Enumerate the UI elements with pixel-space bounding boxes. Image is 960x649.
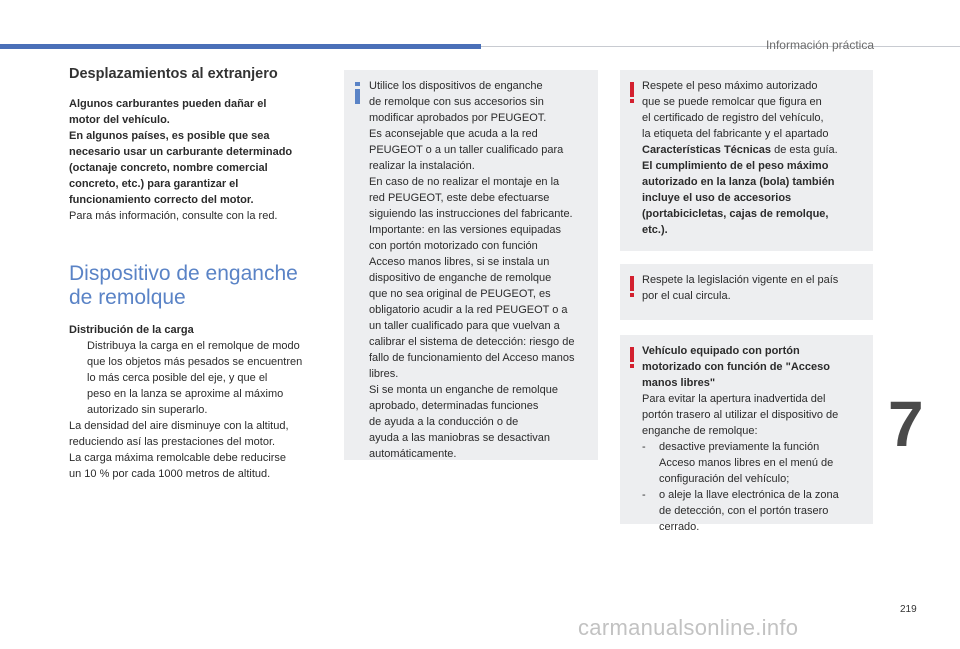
info-line: realizar la instalación.: [369, 160, 475, 172]
towbar-heading: [69, 262, 331, 310]
travel-bold-line: motor del vehículo.: [69, 114, 170, 126]
info-line: automáticamente.: [369, 448, 457, 460]
info-line: aprobado, determinadas funciones: [369, 400, 539, 412]
altitude-paragraph: [69, 418, 331, 482]
info-line: obligatorio acudir a la red PEUGEOT o a: [369, 304, 568, 316]
travel-bold-line: En algunos países, es posible que sea: [69, 130, 270, 142]
bullet-line: Distribuya la carga en el remolque de modo: [87, 340, 300, 352]
list-line: de detección, con el portón trasero: [659, 505, 829, 517]
warning-line: Para evitar la apertura inadvertida del: [642, 393, 826, 405]
warning-box-legislation: [620, 264, 873, 320]
warning-line: portón trasero al utilizar el dispositivo de: [642, 409, 839, 421]
warning-line: enganche de remolque:: [642, 425, 758, 437]
info-line: libres.: [369, 368, 399, 380]
warning-line: Respete la legislación vigente en el país: [642, 274, 839, 286]
warning-line: que se puede remolcar que figura en: [642, 96, 822, 108]
warning-line: de esta guía.: [771, 144, 838, 156]
info-line: de ayuda a la conducción o de: [369, 416, 519, 428]
towbar-heading-line2: de remolque: [69, 286, 186, 309]
list-line: desactive previamente la función: [659, 441, 820, 453]
list-item-text: [659, 487, 839, 535]
warning-bold-line: motorizado con función de "Acceso: [642, 361, 830, 373]
warning-bold-line: (portabicicletas, cajas de remolque,: [642, 208, 829, 220]
travel-heading: Desplazamientos al extranjero: [69, 66, 278, 82]
dash-bullet: -: [642, 489, 646, 501]
list-item: [642, 487, 866, 535]
info-box-text: [369, 78, 595, 462]
paragraph-line: La carga máxima remolcable debe reducirse: [69, 452, 287, 464]
warning-bold-line: manos libres": [642, 377, 716, 389]
warning-line: por el cual circula.: [642, 290, 731, 302]
list-item-text: [659, 439, 833, 487]
travel-bold-line: concreto, etc.) para garantizar el: [69, 178, 239, 190]
info-line: ayuda a las maniobras se desactivan: [369, 432, 550, 444]
list-line: configuración del vehículo;: [659, 473, 790, 485]
dash-bullet: -: [642, 441, 646, 453]
list-line: Acceso manos libres en el menú de: [659, 457, 834, 469]
warning-icon: [627, 347, 637, 369]
warning-box-hands-free-text: [642, 343, 866, 535]
header-accent-bar: [0, 44, 481, 49]
warning-box-legislation-text: [642, 272, 866, 304]
list-line: o aleje la llave electrónica de la zona: [659, 489, 839, 501]
warning-bold-line: etc.).: [642, 224, 668, 236]
chapter-number: 7: [888, 388, 924, 460]
warning-icon: [627, 82, 637, 104]
info-line: Acceso manos libres, si se instala un: [369, 256, 550, 268]
section-title: Información práctica: [765, 38, 874, 52]
info-line: Importante: en las versiones equipadas: [369, 224, 562, 236]
bullet-line: peso en la lanza se aproxime al máximo: [87, 388, 284, 400]
list-item: [642, 439, 866, 487]
travel-note: Para más información, consulte con la red.: [69, 210, 278, 222]
warning-bold-line: Vehículo equipado con portón: [642, 345, 800, 357]
info-line: En caso de no realizar el montaje en la: [369, 176, 560, 188]
info-line: red PEUGEOT, este debe efectuarse: [369, 192, 550, 204]
watermark: carmanualsonline.info: [578, 615, 799, 640]
left-column: [69, 66, 331, 482]
travel-bold-line: necesario usar un carburante determinado: [69, 146, 293, 158]
info-line: Si se monta un enganche de remolque: [369, 384, 558, 396]
list-line: cerrado.: [659, 521, 700, 533]
warning-box-hands-free: [620, 335, 873, 533]
travel-bold-line: Algunos carburantes pueden dañar el: [69, 98, 267, 110]
travel-bold-line: (octanaje concreto, nombre comercial: [69, 162, 268, 174]
warning-bold-line: El cumplimiento de el peso máximo: [642, 160, 829, 172]
warning-line: la etiqueta del fabricante y el apartado: [642, 128, 829, 140]
info-line: un taller cualificado para que vuelvan a: [369, 320, 560, 332]
warning-box-weight: [620, 70, 873, 251]
bullet-icon: [69, 338, 87, 418]
towbar-heading-line1: Dispositivo de enganche: [69, 262, 298, 285]
info-line: Utilice los dispositivos de enganche: [369, 80, 543, 92]
info-icon: [350, 82, 366, 104]
bullet-line: que los objetos más pesados se encuentren: [87, 356, 303, 368]
info-line: que no sea original de PEUGEOT, es: [369, 288, 551, 300]
technical-characteristics-ref: Características Técnicas: [642, 144, 772, 156]
bullet-text: [87, 338, 331, 418]
info-line: con portón motorizado con función: [369, 240, 538, 252]
bullet-line: autorizado sin superarlo.: [87, 404, 208, 416]
header-rule: [481, 46, 960, 47]
info-line: de remolque con sus accesorios sin: [369, 96, 544, 108]
info-line: calibrar el sistema de detección: riesgo de: [369, 336, 575, 348]
info-line: fallo de funcionamiento del Acceso manos: [369, 352, 575, 364]
warning-bold-line: autorizado en la lanza (bola) también: [642, 176, 835, 188]
paragraph-line: La densidad del aire disminuye con la altitud,: [69, 420, 289, 432]
info-line: dispositivo de enganche de remolque: [369, 272, 552, 284]
page-number: 219: [900, 604, 917, 615]
info-box: [344, 70, 598, 460]
travel-bold-line: funcionamiento correcto del motor.: [69, 194, 254, 206]
load-distribution-heading: Distribución de la carga: [69, 324, 194, 336]
paragraph-line: reduciendo así las prestaciones del motor.: [69, 436, 276, 448]
warning-box-weight-text: [642, 78, 866, 238]
info-line: PEUGEOT o a un taller cualificado para: [369, 144, 564, 156]
info-line: siguiendo las instrucciones del fabricante.: [369, 208, 573, 220]
warning-icon: [627, 276, 637, 298]
warning-line: Respete el peso máximo autorizado: [642, 80, 818, 92]
info-line: modificar aprobados por PEUGEOT.: [369, 112, 547, 124]
info-line: Es aconsejable que acuda a la red: [369, 128, 538, 140]
bullet-line: lo más cerca posible del eje, y que el: [87, 372, 268, 384]
paragraph-line: un 10 % por cada 1000 metros de altitud.: [69, 468, 271, 480]
warning-line: el certificado de registro del vehículo,: [642, 112, 824, 124]
load-bullet: [69, 338, 331, 418]
warning-bold-line: incluye el uso de accesorios: [642, 192, 792, 204]
